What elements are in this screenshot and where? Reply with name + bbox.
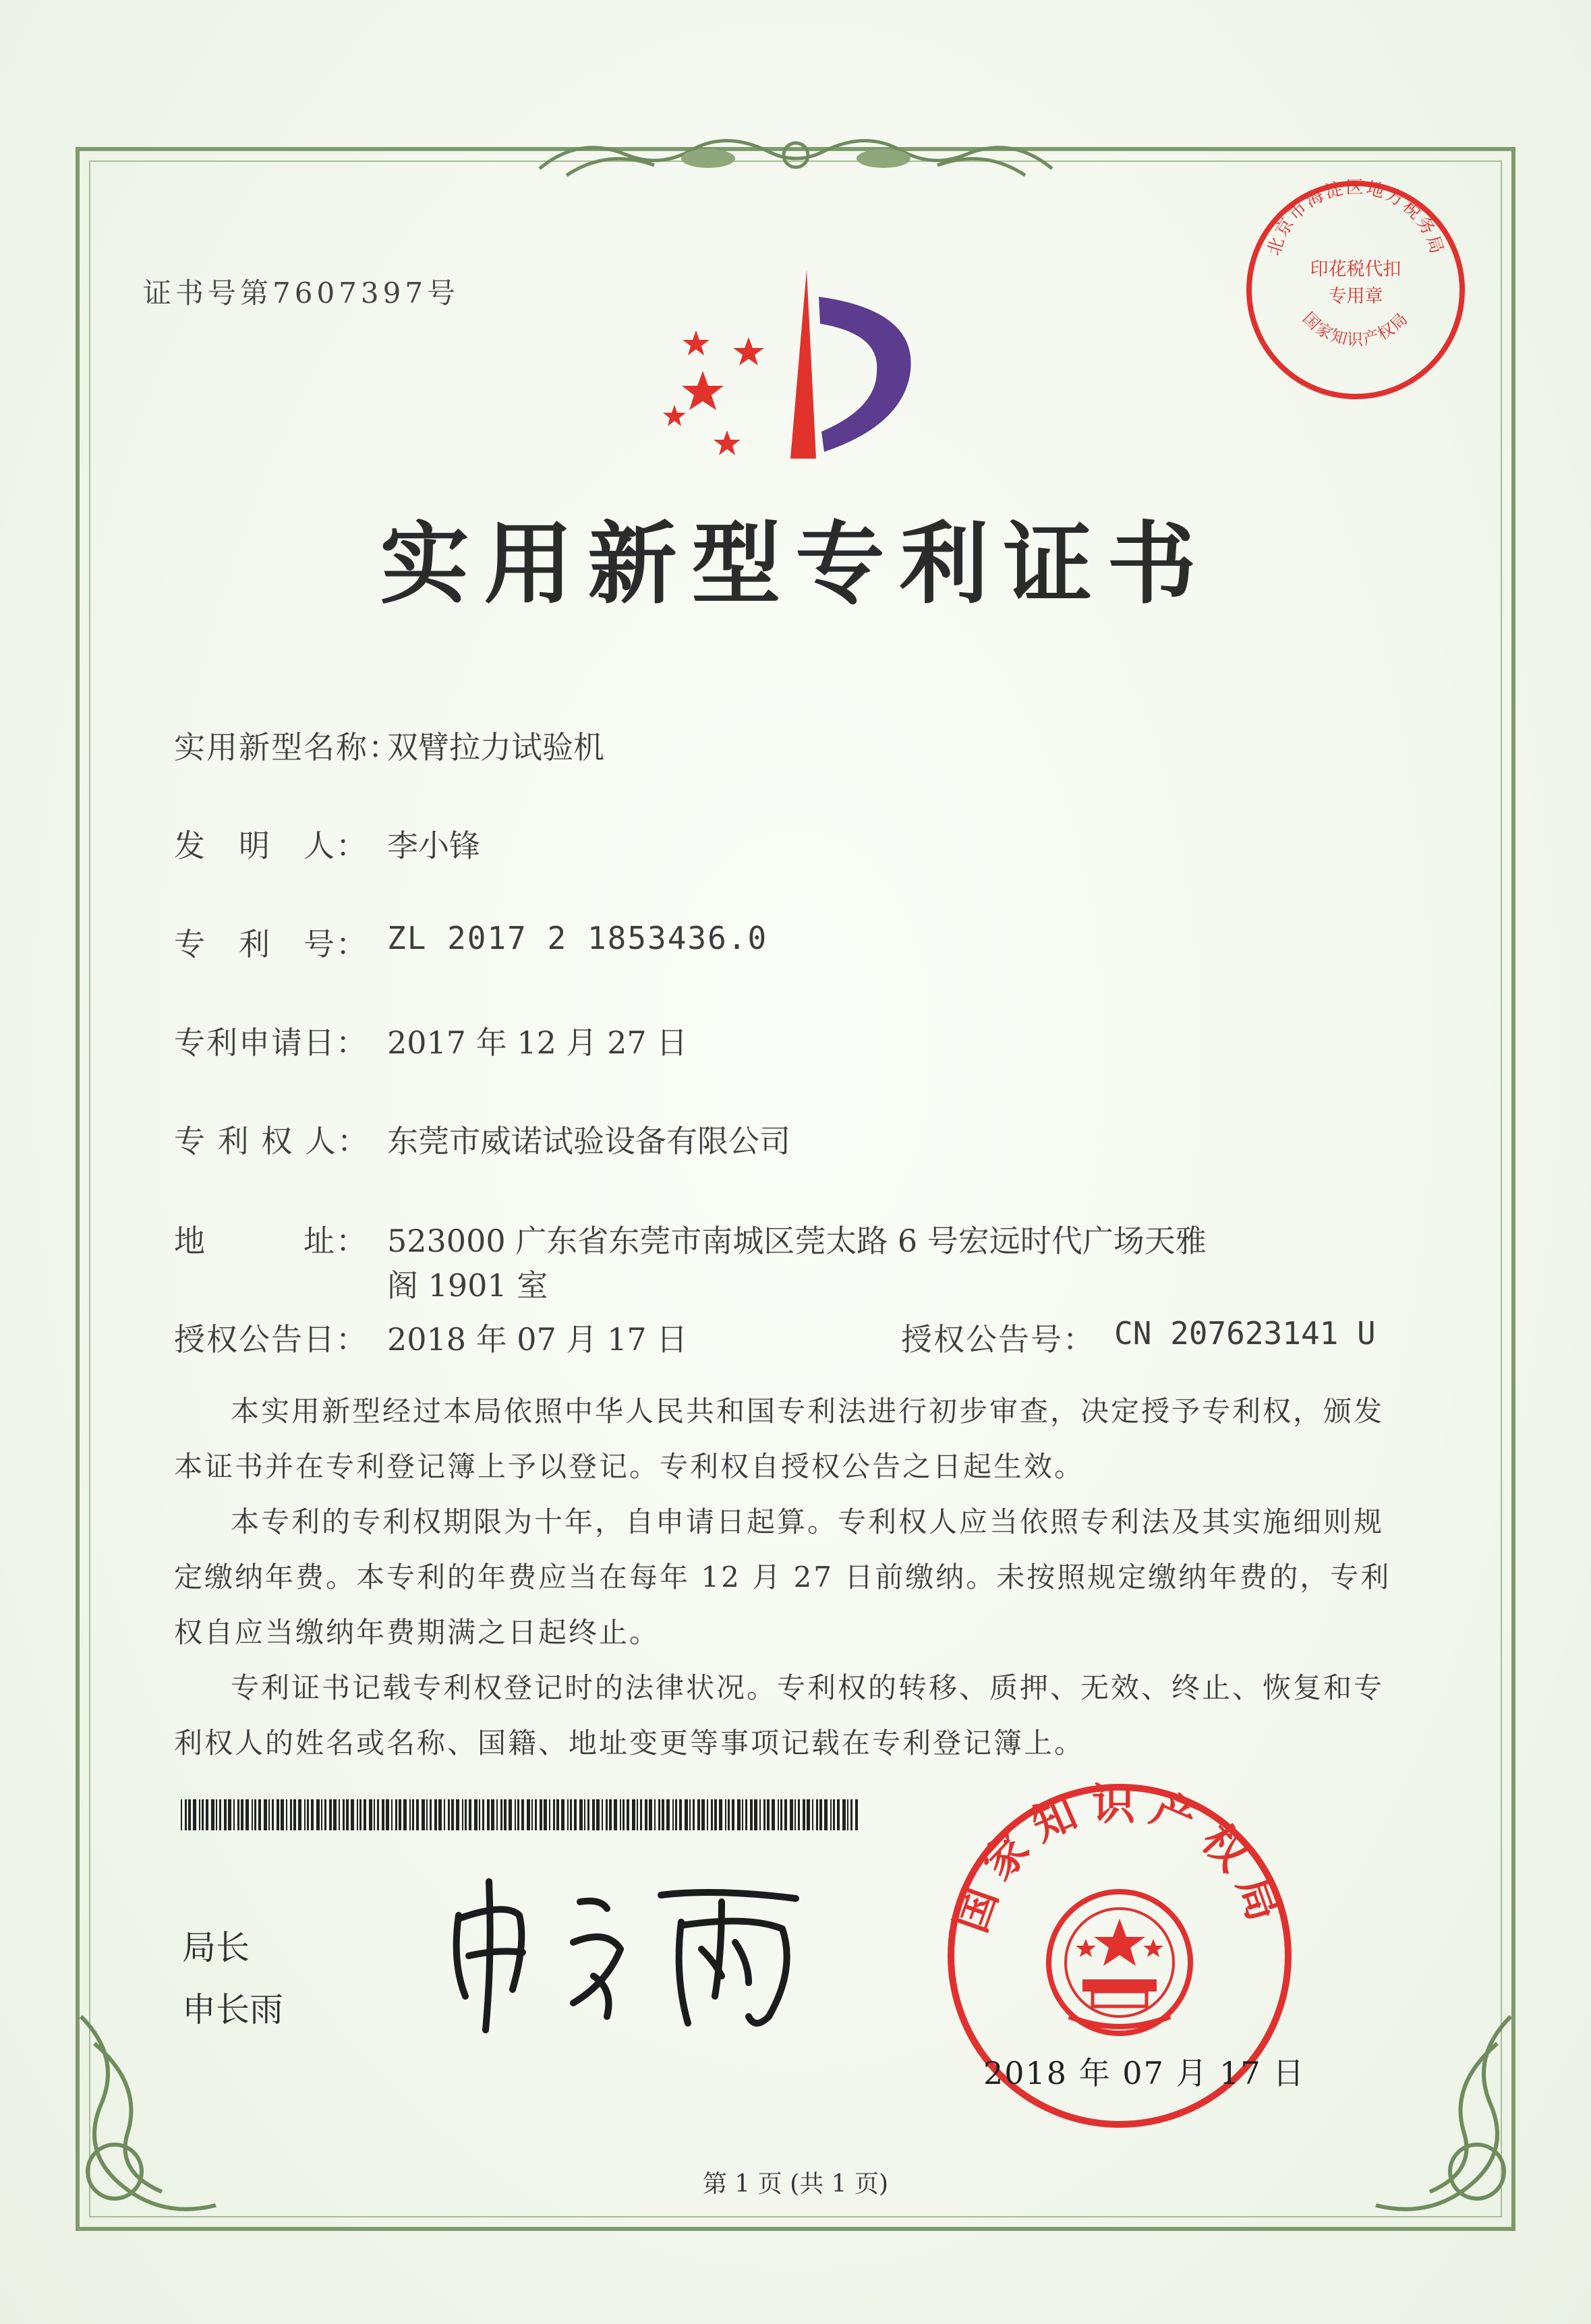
filing-date-value: 2017 年 12 月 27 日 <box>387 1024 688 1061</box>
barcode-bar <box>409 1799 411 1830</box>
barcode-bar <box>430 1799 432 1830</box>
svg-text:北京市海淀区地方税务局 <box>1264 177 1447 258</box>
barcode-bar <box>391 1799 393 1830</box>
barcode-bar <box>645 1799 647 1830</box>
barcode-bar <box>206 1799 208 1830</box>
barcode-bar <box>509 1799 512 1830</box>
barcode-bar <box>321 1799 322 1830</box>
barcode-bar <box>298 1799 301 1830</box>
barcode-bar <box>211 1799 214 1830</box>
barcode-bar <box>357 1799 358 1830</box>
patent-office-emblem-icon <box>647 270 931 472</box>
barcode-bar <box>812 1799 813 1830</box>
barcode-bar <box>837 1799 840 1830</box>
barcode-bar <box>567 1799 569 1830</box>
barcode-bar <box>290 1799 292 1830</box>
barcode-bar <box>714 1799 717 1830</box>
address-label: 地 址： <box>174 1223 368 1259</box>
barcode-bar <box>343 1799 345 1830</box>
barcode-bar <box>675 1799 677 1830</box>
barcode-bar <box>193 1799 196 1830</box>
barcode-bar <box>359 1799 361 1830</box>
tax-stamp-ring-text: 北京市海淀区地方税务局 <box>1264 177 1447 258</box>
barcode-bar <box>219 1799 221 1830</box>
barcode-bar <box>438 1799 442 1830</box>
top-ornament <box>526 128 1066 189</box>
barcode-bar <box>517 1799 519 1830</box>
certificate-title: 实用新型专利证书 <box>380 512 1211 616</box>
barcode-bar <box>286 1799 287 1830</box>
barcode-bar <box>855 1799 858 1830</box>
barcode-bar <box>620 1799 621 1830</box>
barcode-bar <box>754 1799 757 1830</box>
barcode-bar <box>842 1799 846 1830</box>
patent-number-label: 专 利 号： <box>174 926 368 962</box>
inventor-label: 发 明 人： <box>174 827 368 864</box>
barcode-bar <box>570 1799 572 1830</box>
barcode-bar <box>728 1799 730 1830</box>
signatory-name: 申长雨 <box>182 1990 283 2029</box>
address-line-1: 523000 广东省东莞市南城区莞太路 6 号宏远时代广场天雅 <box>387 1223 1207 1259</box>
body-paragraph-2: 本专利的专利权期限为十年，自申请日起算。专利权人应当依照专利法及其实施细则规定缴纳年费。本专利的年费应当在每年 12 月 27 日前缴纳。未按照规定缴纳年费的，专利权自应当缴纳年费期满之日起终止。 <box>174 1505 1391 1649</box>
seal-date: 2018 年 07 月 17 日 <box>983 2055 1306 2091</box>
barcode-bar <box>241 1799 243 1830</box>
barcode-bar <box>561 1799 565 1830</box>
barcode-bar <box>732 1799 734 1830</box>
name-label: 实用新型名称： <box>174 729 401 765</box>
barcode-bar <box>772 1799 775 1830</box>
barcode-bar <box>293 1799 296 1830</box>
certificate-number: 证书号第7607397号 <box>143 277 460 310</box>
barcode-bar <box>456 1799 459 1830</box>
barcode-bar <box>412 1799 414 1830</box>
barcode-bar <box>228 1799 231 1830</box>
patent-number-value: ZL 2017 2 1853436.0 <box>387 920 768 956</box>
grant-date-value: 2018 年 07 月 17 日 <box>387 1321 688 1358</box>
barcode-bar <box>544 1799 547 1830</box>
barcode-bar <box>416 1799 419 1830</box>
barcode-bar <box>830 1799 832 1830</box>
barcode-bar <box>426 1799 428 1830</box>
barcode-bar <box>794 1799 796 1830</box>
barcode-bar <box>685 1799 688 1830</box>
barcode-bar <box>847 1799 848 1830</box>
barcode-bar <box>784 1799 787 1830</box>
barcode-bar <box>224 1799 227 1830</box>
name-value: 双臂拉力试验机 <box>387 729 604 765</box>
barcode-bar <box>521 1799 524 1830</box>
grant-date-label: 授权公告日： <box>174 1321 368 1358</box>
barcode-bar <box>504 1799 507 1830</box>
patentee-value: 东莞市威诺试验设备有限公司 <box>387 1123 790 1159</box>
barcode-bar <box>819 1799 822 1830</box>
barcode-bar <box>632 1799 635 1830</box>
barcode-bar <box>329 1799 332 1830</box>
barcode-bar <box>579 1799 583 1830</box>
barcode-bar <box>649 1799 652 1830</box>
barcode-bar <box>623 1799 625 1830</box>
barcode-bar <box>719 1799 722 1830</box>
body-paragraph-3: 专利证书记载专利权登记时的法律状况。专利权的转移、质押、无效、终止、恢复和专利权人的姓名或名称、国籍、地址变更等事项记载在专利登记簿上。 <box>174 1671 1385 1760</box>
barcode-bar <box>803 1799 805 1830</box>
barcode-bar <box>386 1799 389 1830</box>
barcode-bar <box>487 1799 490 1830</box>
barcode-bar <box>679 1799 682 1830</box>
signatory-role: 局长 <box>182 1928 250 1967</box>
barcode-bar <box>606 1799 608 1830</box>
barcode-bar <box>382 1799 384 1830</box>
barcode-bar <box>277 1799 279 1830</box>
barcode-bar <box>609 1799 612 1830</box>
barcode-bar <box>654 1799 656 1830</box>
barcode-bar <box>339 1799 340 1830</box>
barcode-bar <box>264 1799 267 1830</box>
barcode-bar <box>767 1799 770 1830</box>
barcode-bar <box>535 1799 537 1830</box>
barcode-bar <box>527 1799 530 1830</box>
barcode-bar <box>434 1799 437 1830</box>
barcode-bar <box>540 1799 542 1830</box>
patentee-label: 专 利 权 人： <box>174 1123 370 1159</box>
barcode-bar <box>798 1799 800 1830</box>
barcode-bar <box>725 1799 726 1830</box>
barcode-bar <box>199 1799 200 1830</box>
barcode-bar <box>824 1799 828 1830</box>
barcode-bar <box>587 1799 589 1830</box>
barcode-bar <box>763 1799 765 1830</box>
barcode-bar <box>672 1799 674 1830</box>
barcode-bar <box>553 1799 555 1830</box>
barcode-bar <box>462 1799 463 1830</box>
barcode-bar <box>465 1799 467 1830</box>
barcode-bar <box>374 1799 375 1830</box>
barcode-bar <box>666 1799 670 1830</box>
barcode-bar <box>658 1799 660 1830</box>
body-paragraph-1: 本实用新型经过本局依照中华人民共和国专利法进行初步审查，决定授予专利权，颁发本证书并在专利登记簿上予以登记。专利权自授权公告之日起生效。 <box>174 1395 1385 1483</box>
tax-stamp <box>1241 175 1470 405</box>
barcode-bar <box>833 1799 835 1830</box>
barcode-bar <box>469 1799 471 1830</box>
barcode-bar <box>496 1799 498 1830</box>
barcode-bar <box>742 1799 743 1830</box>
barcode-bar <box>737 1799 741 1830</box>
office-seal-ring-text: 国家知识产权局 <box>946 1780 1294 1939</box>
bottom-right-ornament <box>1329 2003 1531 2246</box>
barcode-bar <box>482 1799 484 1830</box>
barcode-bar <box>307 1799 309 1830</box>
barcode-bar <box>216 1799 217 1830</box>
barcode-bar <box>816 1799 818 1830</box>
barcode-bar <box>254 1799 256 1830</box>
barcode-bar <box>474 1799 478 1830</box>
barcode-bar <box>689 1799 691 1830</box>
barcode <box>181 1799 862 1830</box>
barcode-bar <box>311 1799 314 1830</box>
barcode-bar <box>549 1799 550 1830</box>
bottom-left-ornament <box>61 2003 263 2246</box>
barcode-bar <box>351 1799 354 1830</box>
barcode-bar <box>451 1799 454 1830</box>
barcode-bar <box>662 1799 664 1830</box>
barcode-bar <box>807 1799 810 1830</box>
barcode-bar <box>252 1799 253 1830</box>
barcode-bar <box>422 1799 425 1830</box>
barcode-bar <box>399 1799 401 1830</box>
barcode-bar <box>759 1799 761 1830</box>
barcode-bar <box>750 1799 753 1830</box>
barcode-bar <box>500 1799 502 1830</box>
barcode-bar <box>181 1799 182 1830</box>
barcode-bar <box>245 1799 249 1830</box>
barcode-bar <box>346 1799 349 1830</box>
tax-stamp-bottom-text: 国家知识产权局 <box>1299 308 1412 349</box>
barcode-bar <box>233 1799 235 1830</box>
barcode-bar <box>364 1799 366 1830</box>
barcode-bar <box>448 1799 450 1830</box>
svg-text:国家知识产权局 <box>946 1780 1294 1939</box>
barcode-bar <box>403 1799 407 1830</box>
barcode-bar <box>268 1799 270 1830</box>
barcode-bar <box>745 1799 747 1830</box>
barcode-bar <box>614 1799 617 1830</box>
barcode-bar <box>272 1799 274 1830</box>
barcode-bar <box>637 1799 638 1830</box>
barcode-bar <box>185 1799 187 1830</box>
address-line-2: 阁 1901 室 <box>387 1267 548 1304</box>
barcode-bar <box>491 1799 494 1830</box>
barcode-bar <box>711 1799 713 1830</box>
tax-stamp-center-text: 印花税代扣专用章 <box>1310 259 1401 307</box>
barcode-bar <box>596 1799 600 1830</box>
barcode-bar <box>780 1799 782 1830</box>
inventor-value: 李小锋 <box>387 827 480 864</box>
barcode-bar <box>627 1799 629 1830</box>
barcode-bar <box>556 1799 559 1830</box>
barcode-bar <box>697 1799 700 1830</box>
barcode-bar <box>640 1799 642 1830</box>
barcode-bar <box>444 1799 445 1830</box>
page-number: 第 1 页 (共 1 页) <box>702 2170 889 2198</box>
barcode-bar <box>574 1799 577 1830</box>
barcode-bar <box>395 1799 397 1830</box>
barcode-bar <box>188 1799 191 1830</box>
barcode-bar <box>324 1799 326 1830</box>
handwritten-signature <box>432 1861 823 2037</box>
barcode-bar <box>707 1799 708 1830</box>
barcode-bar <box>584 1799 585 1830</box>
barcode-bar <box>602 1799 603 1830</box>
barcode-bar <box>693 1799 695 1830</box>
barcode-bar <box>369 1799 372 1830</box>
barcode-bar <box>333 1799 337 1830</box>
barcode-bar <box>592 1799 595 1830</box>
barcode-bar <box>701 1799 705 1830</box>
barcode-bar <box>377 1799 379 1830</box>
national-emblem-icon <box>1049 1892 1190 2033</box>
barcode-bar <box>202 1799 204 1830</box>
barcode-bar <box>531 1799 533 1830</box>
barcode-bar <box>304 1799 306 1830</box>
barcode-bar <box>778 1799 779 1830</box>
grant-number-value: CN 207623141 U <box>1114 1315 1376 1352</box>
barcode-bar <box>258 1799 261 1830</box>
barcode-bar <box>479 1799 480 1830</box>
barcode-bar <box>515 1799 516 1830</box>
barcode-bar <box>790 1799 793 1830</box>
barcode-bar <box>316 1799 320 1830</box>
filing-date-label: 专利申请日： <box>174 1024 368 1061</box>
grant-number-label: 授权公告号： <box>901 1321 1095 1358</box>
barcode-bar <box>281 1799 284 1830</box>
barcode-bar <box>850 1799 852 1830</box>
barcode-bar <box>237 1799 239 1830</box>
